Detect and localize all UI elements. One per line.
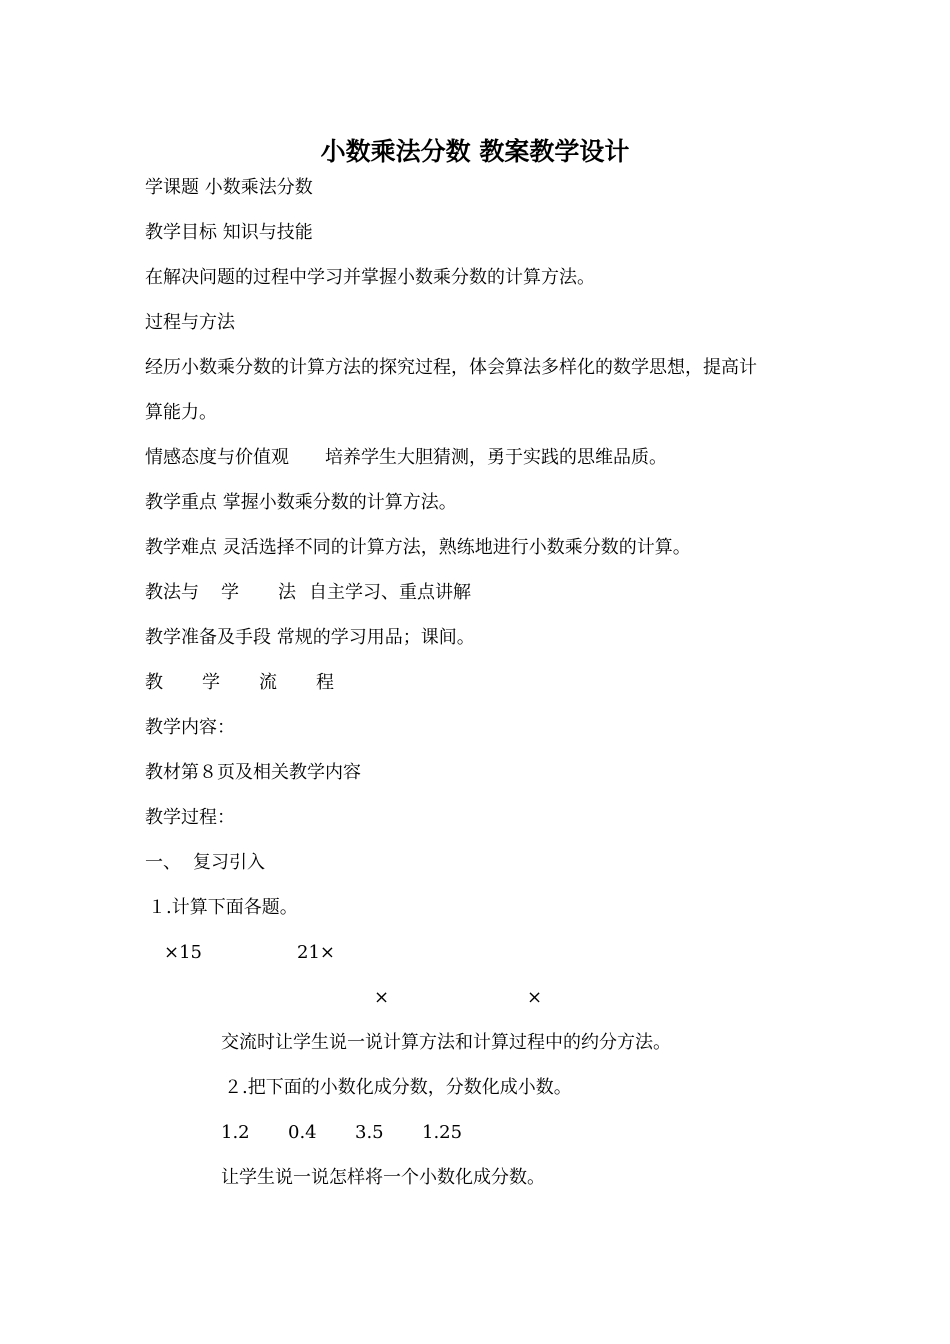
expression: × — [527, 987, 543, 1008]
method-value: 自主学习、重点讲解 — [309, 582, 471, 603]
section-number: 一、 — [145, 852, 181, 873]
teaching-goal: 教学目标 知识与技能 — [145, 222, 313, 243]
paragraph: 交流时让学生说一说计算方法和计算过程中的约分方法。 — [221, 1032, 671, 1053]
difficult-point: 教学难点 灵活选择不同的计算方法，熟练地进行小数乘分数的计算。 — [145, 537, 691, 558]
flow-char: 学 — [202, 672, 220, 693]
key-point: 教学重点 掌握小数乘分数的计算方法。 — [145, 492, 457, 513]
section-heading: 教学内容： — [145, 717, 235, 738]
paragraph: 在解决问题的过程中学习并掌握小数乘分数的计算方法。 — [145, 267, 595, 288]
paragraph: 经历小数乘分数的计算方法的探究过程，体会算法多样化的数学思想，提高计 — [145, 357, 757, 378]
flow-char: 程 — [316, 672, 334, 693]
decimal-value: 1.25 — [422, 1122, 463, 1143]
expression: 21× — [297, 942, 335, 963]
flow-char: 教 — [145, 672, 163, 693]
section-heading: 过程与方法 — [145, 312, 235, 333]
method-label-1: 教法与 — [145, 582, 199, 603]
paragraph: 培养学生大胆猜测，勇于实践的思维品质。 — [325, 447, 667, 468]
decimal-value: 3.5 — [355, 1122, 384, 1143]
expression: ×15 — [164, 942, 202, 963]
paragraph: 算能力。 — [145, 402, 217, 423]
emotion-label: 情感态度与价值观 — [145, 447, 289, 468]
section-heading: 复习引入 — [193, 852, 265, 873]
section-heading: 教学过程： — [145, 807, 235, 828]
flow-char: 流 — [259, 672, 277, 693]
page-title: 小数乘法分数 教案教学设计 — [320, 137, 630, 166]
question: ２.把下面的小数化成分数，分数化成小数。 — [224, 1077, 572, 1098]
paragraph: 教材第８页及相关教学内容 — [145, 762, 361, 783]
question: １.计算下面各题。 — [148, 897, 298, 918]
method-label-3: 法 — [278, 582, 296, 603]
paragraph: 让学生说一说怎样将一个小数化成分数。 — [221, 1167, 545, 1188]
preparation: 教学准备及手段 常规的学习用品；课间。 — [145, 627, 475, 648]
method-label-2: 学 — [221, 582, 239, 603]
decimal-value: 0.4 — [288, 1122, 317, 1143]
expression: × — [374, 987, 390, 1008]
decimal-value: 1.2 — [221, 1122, 250, 1143]
course-title: 学课题 小数乘法分数 — [145, 177, 313, 198]
